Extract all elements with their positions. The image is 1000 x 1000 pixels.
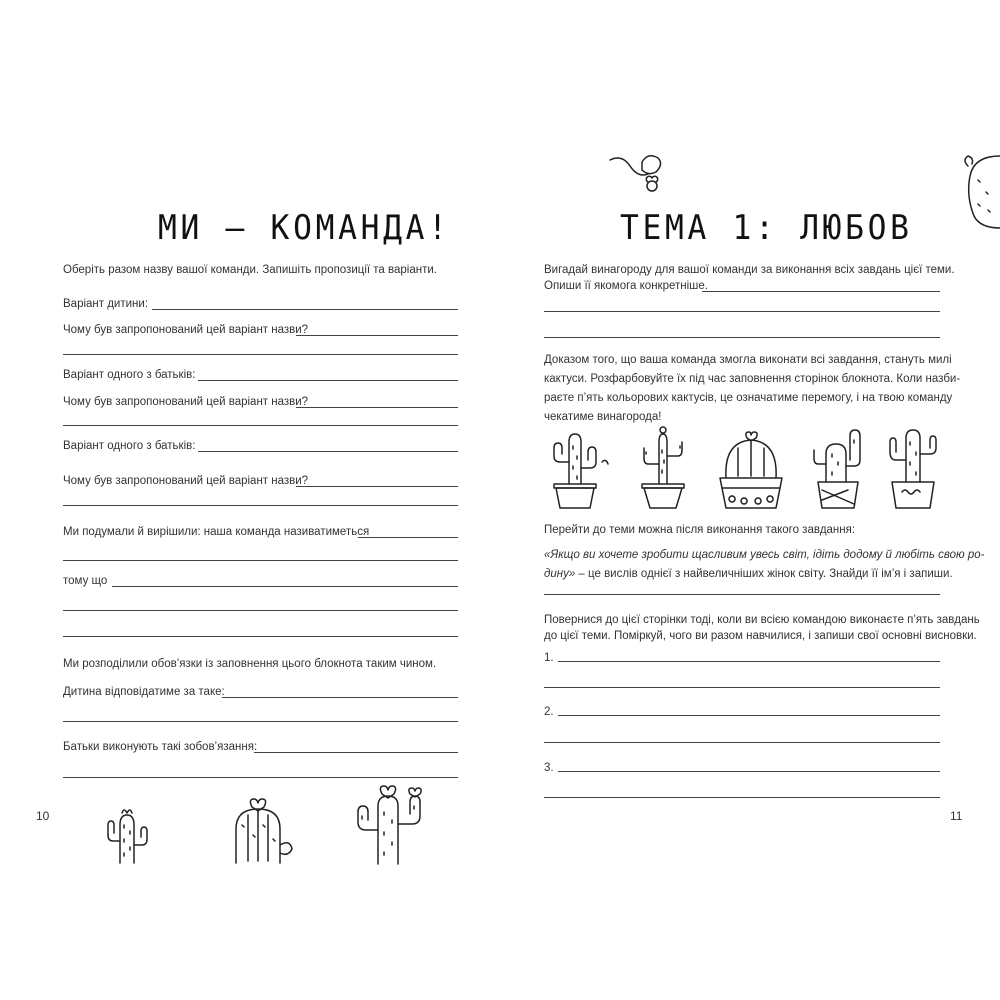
intro-text: Оберіть разом назву вашої команди. Запишіть пропозиції та варіанти. (63, 264, 437, 276)
because-label: тому що (63, 575, 108, 587)
cactus-icon (100, 805, 160, 865)
because-field-a[interactable] (112, 586, 458, 587)
return-text-2: до цієї теми. Поміркуй, чого ви разом навчилися, і запиши свої основні висновки. (544, 630, 977, 642)
return-text-1: Повернися до цієї сторінки тоді, коли ви всією командою виконаєте п’ять завдань (544, 614, 980, 626)
cactus-pot-icon (714, 428, 788, 510)
conclusion-field-2a[interactable] (558, 715, 940, 716)
because-field-b[interactable] (63, 610, 458, 611)
because-field-c[interactable] (63, 636, 458, 637)
cactus-pot-icon (882, 422, 944, 510)
conclusion-number-1: 1. (544, 652, 554, 664)
child-duty-field-a[interactable] (222, 697, 458, 698)
cactus-pot-icon (632, 420, 694, 510)
quote-part-1: «Якщо ви хочете зробити щасливим увесь світ, ідіть додому й любіть свою ро- (544, 549, 985, 561)
parents-duty-field-a[interactable] (254, 752, 458, 753)
reward-text-2: Опиши її якомога конкретніше. (544, 280, 708, 292)
why-field-1b[interactable] (63, 354, 458, 355)
quote-answer-field[interactable] (544, 594, 940, 595)
right-page (500, 0, 1000, 1000)
parents-duty-label: Батьки виконують такі зобов’язання: (63, 741, 258, 753)
why-label-3: Чому був запропонований цей варіант назви? (63, 475, 309, 487)
cactus-text-2: кактуси. Розфарбовуйте їх під час заповнення сторінок блокнота. Коли назби- (544, 373, 961, 385)
why-label-2: Чому був запропонований цей варіант назви? (63, 396, 309, 408)
conclusion-number-3: 3. (544, 762, 554, 774)
team-name-field-a[interactable] (358, 537, 458, 538)
parent-option-label-2: Варіант одного з батьків: (63, 440, 196, 452)
duties-text: Ми розподілили обов’язки із заповнення цього блокнота таким чином. (63, 658, 437, 670)
team-name-field-b[interactable] (63, 560, 458, 561)
why-field-3b[interactable] (63, 505, 458, 506)
cactus-icon (960, 152, 1000, 232)
parent-option-label-1: Варіант одного з батьків: (63, 369, 196, 381)
cactus-icon (608, 148, 668, 198)
page-number-left: 10 (36, 809, 50, 823)
conclusion-field-3b[interactable] (544, 797, 940, 798)
reward-field-b[interactable] (544, 311, 940, 312)
quote-line-2 (544, 566, 953, 582)
cactus-text-4: чекатиме винагорода! (544, 411, 662, 423)
quote-part-2: дину» (544, 568, 576, 580)
reward-text-1: Вигадай винагороду для вашої команди за виконання всіх завдань цієї теми. (544, 264, 955, 276)
why-field-2a[interactable] (296, 407, 458, 408)
page-number-right: 11 (950, 809, 963, 823)
reward-field-c[interactable] (544, 337, 940, 338)
why-field-1a[interactable] (296, 335, 458, 336)
cactus-icon (352, 778, 432, 866)
conclusion-field-3a[interactable] (558, 771, 940, 772)
child-duty-label: Дитина відповідатиме за таке: (63, 686, 225, 698)
quote-tail: – це вислів однієї з найвеличніших жінок світу. Знайди її ім’я і запиши. (575, 568, 953, 580)
child-duty-field-b[interactable] (63, 721, 458, 722)
why-field-2b[interactable] (63, 425, 458, 426)
conclusion-field-1a[interactable] (558, 661, 940, 662)
child-option-label: Варіант дитини: (63, 298, 149, 310)
why-field-3a[interactable] (296, 486, 458, 487)
decision-label: Ми подумали й вирішили: наша команда називатиметься (63, 526, 370, 538)
cactus-text-3: раєте п’ять кольорових кактусів, це означатиме перемогу, і на твою команду (544, 392, 953, 404)
quote-line-1 (544, 547, 984, 563)
cactus-pot-icon (808, 420, 868, 510)
parent-option-field-1[interactable] (198, 380, 458, 381)
page-title: ТЕМА 1: ЛЮБОВ (620, 208, 913, 248)
transition-text: Перейти до теми можна після виконання такого завдання: (544, 524, 856, 536)
conclusion-number-2: 2. (544, 706, 554, 718)
conclusion-field-1b[interactable] (544, 687, 940, 688)
child-option-field[interactable] (152, 309, 458, 310)
cactus-text-1: Доказом того, що ваша команда змогла виконати всі завдання, стануть милі (544, 354, 952, 366)
reward-field-a[interactable] (702, 291, 940, 292)
parent-option-field-2[interactable] (198, 451, 458, 452)
cactus-pot-icon (540, 422, 610, 510)
why-label-1: Чому був запропонований цей варіант назви? (63, 324, 309, 336)
page-title: МИ – КОМАНДА! (158, 208, 451, 248)
cactus-icon (228, 795, 298, 865)
conclusion-field-2b[interactable] (544, 742, 940, 743)
